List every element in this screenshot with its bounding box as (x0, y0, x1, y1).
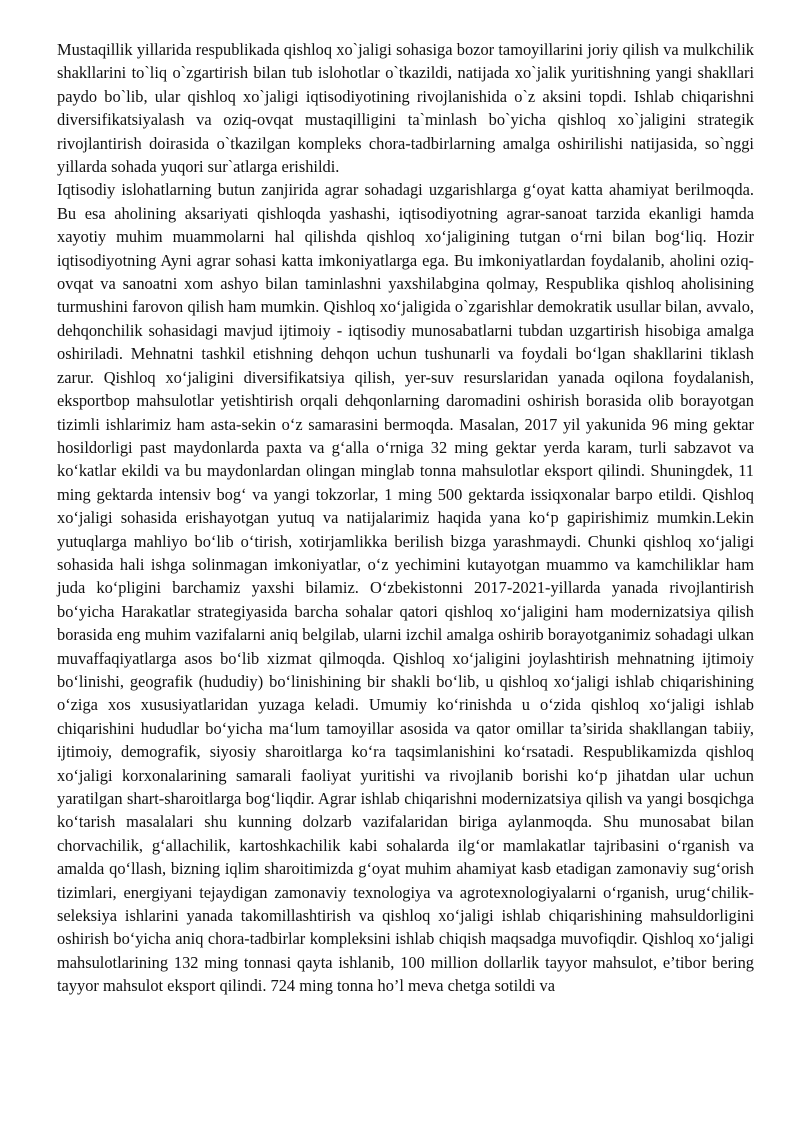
document-page (57, 38, 754, 998)
paragraph-main: Iqtisodiy islohatlarning butun zanjirida agrar sohadagi uzgarishlarga g‘oyat katta ahamiyat berilmoqda. Bu esa aholining aksariyati qishloqda yashashi, iqtisodiyotning agrar-sanoat tarzida ekanligi hamda xayotiy muhim muammolarni hal qilishda qishloq xo‘jaligining tutgan o‘rni bilan bog‘liq. Hozir iqtisodiyotning Ayni agrar sohasi katta imkoniyatlarga ega. Bu imkoniyatlardan foydalanib, aholini oziq-ovqat va sanoatni xom ashyo bilan taminlashni yaxshilabgina qolmay, Respublika qishloq aholisining turmushini farovon qilish ham mumkin. Qishloq xo‘jaligida o`zgarishlar demokratik usullar bilan, avvalo, dehqonchilik sohasidagi mavjud ijtimoiy - iqtisodiy munosabatlarni tubdan uzgartirish hisobiga amalga oshiriladi. Mehnatni tashkil etishning dehqon uchun tushunarli va foydali bo‘lgan shakllarini tiklash zarur. Qishloq xo‘jaligini diversifikatsiya qilish, yer-suv resurslaridan yanada oqilona foydalanish, eksportbop mahsulotlar yetishtirish orqali dehqonlarning daromadini oshirish borasida olib borayotgan tizimli ishlarimiz ham asta-sekin o‘z samarasini bermoqda. Masalan, 2017 yil yakunida 96 ming gektar hosildorligi past maydonlarda paxta va g‘alla o‘rniga 32 ming gektar yerda karam, turli sabzavot va ko‘katlar ekildi va bu maydonlardan olingan minglab tonna mahsulotlar eksport qilindi. Shuningdek, 11 ming gektarda intensiv bog‘ va yangi tokzorlar, 1 ming 500 gektarda issiqxonalar barpo etildi. Qishloq xo‘jaligi sohasida erishayotgan yutuq va natijalarimiz haqida yana ko‘p gapirishimiz mumkin.Lekin yutuqlarga mahliyo bo‘lib o‘tirish, xotirjamlikka berilish bizga yarashmaydi. Chunki qishloq xo‘jaligi sohasida hali ishga solinmagan imkoniyatlar, o‘z yechimini kutayotgan muammo va kamchiliklar ham juda ko‘pligini barchamiz yaxshi bilamiz. O‘zbekistonni 2017-2021-yillarda yanada rivojlantirish bo‘yicha Harakatlar strategiyasida barcha sohalar qatori qishloq xo‘jaligini ham modernizatsiya qilish borasida eng muhim vazifalarni aniq belgilab, ularni izchil amalga oshirib borayotganimiz sohadagi ulkan muvaffaqiyatlarga asos bo‘lib xizmat qilmoqda. Qishloq xo‘jaligini joylashtirish mehnatning ijtimoiy bo‘linishi, geografik (hududiy) bo‘linishining bir shakli bo‘lib, u qishloq xo‘jaligi ishlab chiqarishining o‘ziga xos xususiyatlaridan yuzaga keladi. Umumiy ko‘rinishda u o‘zida qishloq xo‘jaligi ishlab chiqarishini hududlar bo‘yicha ma‘lum tamoyillar asosida va qator omillar ta’sirida shakllangan tabiiy, ijtimoiy, demografik, siyosiy sharoitlarga ko‘ra taqsimlanishini ko‘rsatadi. Respublikamizda qishloq xo‘jaligi korxonalarining samarali faoliyat yuritishi va rivojlanib borishi ko‘p jihatdan ular uchun yaratilgan shart-sharoitlarga bog‘liqdir. Agrar ishlab chiqarishni modernizatsiya qilish va yangi bosqichga ko‘tarish masalalari shu kunning dolzarb vazifalaridan biriga aylanmoqda. Shu munosabat bilan chorvachilik, g‘allachilik, kartoshkachilik kabi sohalarda ilg‘or mamlakatlar tajribasini o‘rganish va amalda qo‘llash, bizning iqlim sharoitimizda g‘oyat muhim ahamiyat kasb etadigan zamonaviy sug‘orish tizimlari, energiyani tejaydigan zamonaviy texnologiya va agrotexnologiyalarni o‘rganish, urug‘chilik-seleksiya ishlarini yanada takomillashtirish va qishloq xo‘jaligi ishlab chiqarishining mahsuldorligini oshirish bo‘yicha aniq chora-tadbirlar kompleksini ishlab chiqish maqsadga muvofiqdir. Qishloq xo‘jaligi mahsulotlarining 132 ming tonnasi qayta ishlanib, 100 million dollarlik tayyor mahsulot, e’tibor bering tayyor mahsulot eksport qilindi. 724 ming tonna ho’l meva chetga sotildi va (57, 180, 754, 996)
paragraph-intro: Mustaqillik yillarida respublikada qishloq xo`jaligi sohasiga bozor tamoyillarini joriy qilish va mulkchilik shakllarini to`liq o`zgartirish bilan tub islohotlar o`tkazildi, natijada xo`jalik yuritishning yangi shakllari paydo bo`lib, ular qishloq xo`jaligi iqtisodiyotining rivojlanishida o`z aksini topdi. Ishlab chiqarishni diversifikatsiyalash va oziq-ovqat mustaqilligini ta`minlash bo`yicha qishloq xo`jaligini strategik rivojlantirish doirasida o`tkazilgan kompleks chora-tadbirlarning amalga oshirilishi natijasida, so`nggi yillarda sohada yuqori sur`atlarga erishildi. (57, 40, 754, 177)
